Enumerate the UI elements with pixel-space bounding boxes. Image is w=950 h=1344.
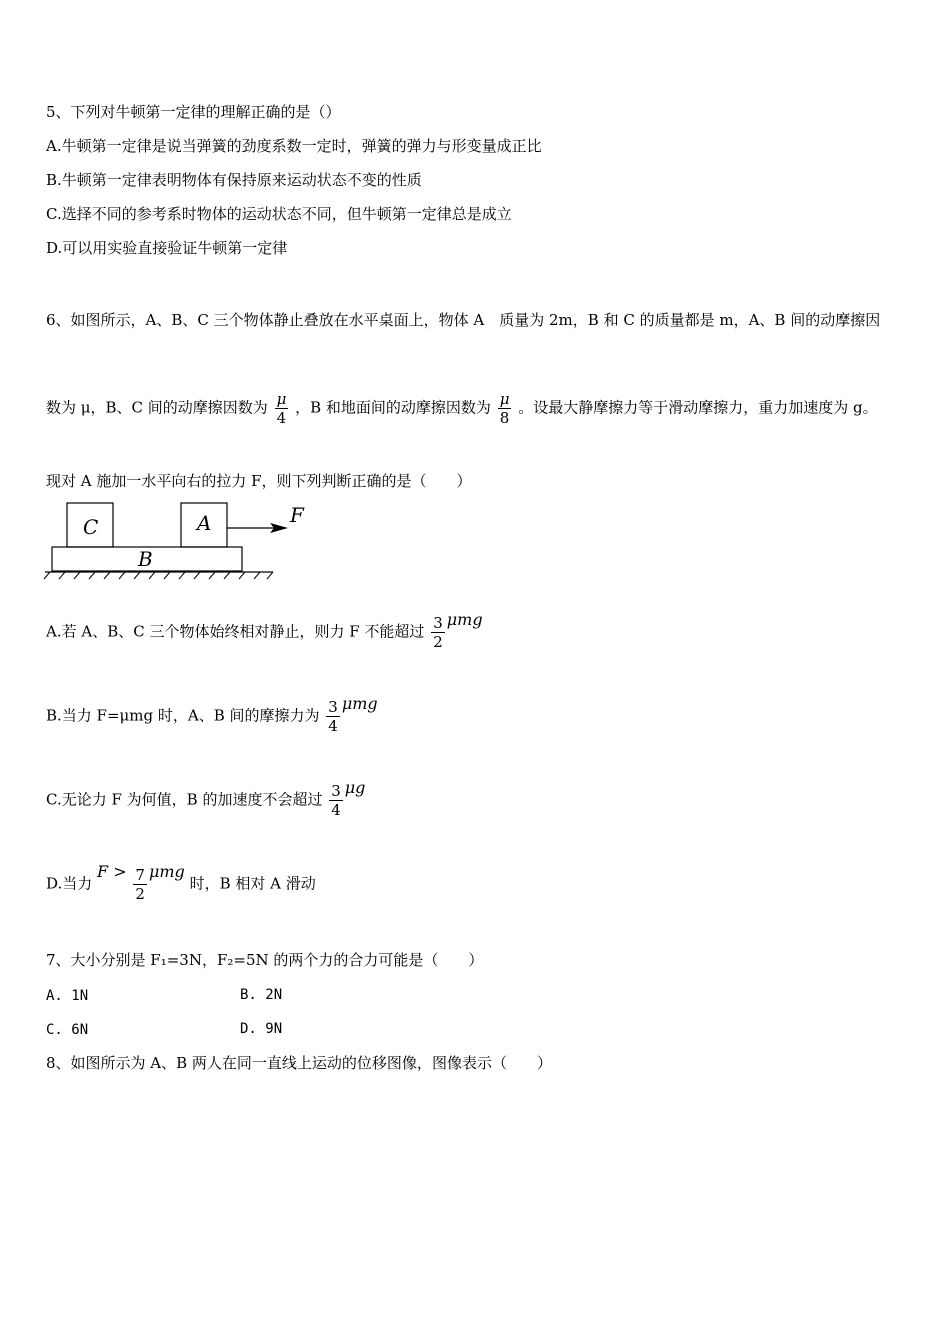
q7-options-row2 xyxy=(46,1019,446,1040)
q6-fraction-mu-over-8 xyxy=(498,390,512,427)
q8-stem: 8、如图所示为 A、B 两人在同一直线上运动的位移图像，图像表示（ ） xyxy=(46,1054,552,1072)
q6-stem-line3: 现对 A 施加一水平向右的拉力 F，则下列判断正确的是（ ） xyxy=(46,472,472,490)
q6-option-a-tail: μmg xyxy=(446,609,483,629)
q7-option-b: B. 2N xyxy=(240,987,283,1003)
q6-a-num: 3 xyxy=(433,614,443,632)
q6-option-c-text: C.无论力 F 为何值，B 的加速度不会超过 xyxy=(46,790,323,809)
q5-option-b: B.牛顿第一定律表明物体有保持原来运动状态不变的性质 xyxy=(46,171,422,189)
q6-option-d-fraction xyxy=(133,866,147,903)
q6-option-b-fraction xyxy=(326,698,340,735)
q7-options-row1 xyxy=(46,985,446,1006)
q7-option-d: D. 9N xyxy=(240,1021,283,1037)
q6-frac1-den: 4 xyxy=(276,409,287,427)
q6-blocks-figure xyxy=(40,500,320,585)
q6-fraction-mu-over-4 xyxy=(275,390,289,427)
q7-stem: 7、大小分别是 F₁=3N，F₂=5N 的两个力的合力可能是（ ） xyxy=(46,951,484,969)
q5-option-a: A.牛顿第一定律是说当弹簧的劲度系数一定时，弹簧的弹力与形变量成正比 xyxy=(46,137,542,155)
q6-frac1-num: μ xyxy=(276,390,287,408)
q6-stem-line1: 6、如图所示，A、B、C 三个物体静止叠放在水平桌面上，物体 A 质量为 2m，B 和 C 的质量都是 m，A、B 间的动摩擦因 xyxy=(46,311,881,329)
q6-option-c xyxy=(46,777,366,819)
q5-option-c: C.选择不同的参考系时物体的运动状态不同，但牛顿第一定律总是成立 xyxy=(46,205,512,223)
q6-frac2-den: 8 xyxy=(499,409,510,427)
q6-option-d-expr: F > xyxy=(97,861,127,881)
q6-stem-part3: 。设最大静摩擦力等于滑动摩擦力，重力加速度为 g。 xyxy=(518,398,878,417)
q5-stem: 5、下列对牛顿第一定律的理解正确的是（） xyxy=(46,103,341,121)
q6-option-d-tail: μmg xyxy=(148,861,185,881)
q5-option-d: D.可以用实验直接验证牛顿第一定律 xyxy=(46,239,288,257)
label-a: A xyxy=(197,511,212,535)
label-f: F xyxy=(290,503,304,527)
q6-option-d-after: 时，B 相对 A 滑动 xyxy=(189,874,316,893)
q6-stem-part1: 数为 μ，B、C 间的动摩擦因数为 xyxy=(46,398,268,417)
q6-stem-part2: ，B 和地面间的动摩擦因数为 xyxy=(295,398,491,417)
q6-stem-line2 xyxy=(46,390,878,427)
q6-option-d-text: D.当力 xyxy=(46,874,93,893)
q6-c-den: 4 xyxy=(331,801,341,819)
q6-option-a-fraction xyxy=(431,614,445,651)
q7-option-c: C. 6N xyxy=(46,1022,89,1038)
q6-option-c-fraction xyxy=(329,782,343,819)
q6-option-b xyxy=(46,693,378,735)
label-b: B xyxy=(138,547,153,571)
q7-option-a: A. 1N xyxy=(46,988,89,1004)
q6-option-b-text: B.当力 F=μmg 时，A、B 间的摩擦力为 xyxy=(46,706,320,725)
ground-hatch xyxy=(44,572,273,579)
q6-d-num: 7 xyxy=(135,866,145,884)
label-c: C xyxy=(83,515,99,539)
q6-b-num: 3 xyxy=(328,698,338,716)
q6-option-b-tail: μmg xyxy=(341,693,378,713)
q6-c-num: 3 xyxy=(331,782,341,800)
q6-a-den: 2 xyxy=(433,633,443,651)
q6-b-den: 4 xyxy=(328,717,338,735)
q6-option-c-tail: μg xyxy=(344,777,366,797)
q6-option-a xyxy=(46,609,483,651)
q6-option-d xyxy=(46,861,316,903)
q6-option-a-text: A.若 A、B、C 三个物体始终相对静止，则力 F 不能超过 xyxy=(46,622,425,641)
q6-d-den: 2 xyxy=(135,885,145,903)
q6-frac2-num: μ xyxy=(499,390,510,408)
